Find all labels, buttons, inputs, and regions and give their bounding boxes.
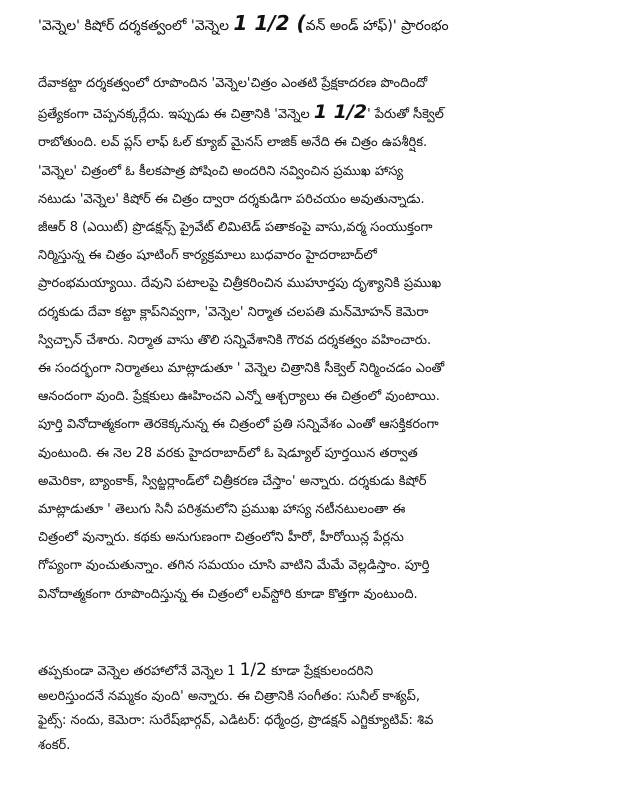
body-line: నటుడు 'వెన్నెల' కిషోర్ ఈ చిత్రం ద్వారా దర్శకుడిగా పరిచయం అవుతున్నాడు. — [38, 191, 425, 207]
body-line: చిత్రంలో వున్నారు. కథకు అనుగుణంగా చిత్రంలోని హీరో, హీరోయిన్ల పేర్లను — [38, 530, 404, 546]
body-line: రాబోతుంది. లవ్ ప్లస్ లాఫ్ ఓల్ క్యూబ్ మైనస్ లాజిక్ అనేది ఈ చిత్రం ఉపశీర్షిక. — [38, 135, 428, 151]
closing-line — [38, 658, 598, 685]
body-line: పూర్తి వినోదాత్మకంగా తెరకెక్కనున్న ఈ చిత్రంలో ప్రతి సన్నివేశం ఎంతో ఆసక్తికరంగా — [38, 417, 439, 433]
body-line: మాట్లాడుతూ ' తెలుగు సినీ పరిశ్రమలోని ప్రముఖ హాస్య నటీనటులంతా ఈ — [38, 502, 406, 518]
body-line-text: ' పేరుతో సీక్వెల్ — [367, 107, 444, 123]
closing-line: అలరిస్తుందనే నమ్మకం వుంది' అన్నారు. ఈ చిత్రానికి సంగీతం: సునీల్ కాశ్యప్, — [38, 688, 420, 704]
body-line: స్విచ్చాన్ చేశారు. నిర్మాత వాసు తొలి సన్నివేశానికి గౌరవ దర్శకత్వం వహించారు. — [38, 332, 432, 348]
body-line: దర్శకుడు దేవా కట్టా క్లాప్‌నివ్వగా, 'వెన్నెల' నిర్మాత చలపతి మన్‌మోహన్ కెమెరా — [38, 304, 429, 320]
title-text-start: 'వెన్నెల' కిషోర్ దర్శకత్వంలో 'వెన్నెల — [38, 18, 234, 34]
body-line — [38, 98, 598, 129]
body-line: జీఆర్ 8 (ఎయిట్) ప్రొడక్షన్స్ ప్రైవేట్ లిమిటెడ్ పతాకంపై వాసు,వర్మ సంయుక్తంగా — [38, 220, 433, 236]
article-closing-paragraph — [38, 658, 598, 758]
body-line-text: ప్రత్యేకంగా చెప్పనక్కర్లేదు. ఇప్పుడు ఈ చిత్రానికి 'వెన్నెల — [38, 107, 310, 123]
closing-line: ఫైట్స్: నందు, కెమెరా: సురేష్‌భార్గవ్, ఎడిటర్: ధర్మేంద్ర, ప్రొడక్షన్ ఎగ్జిక్యూటివ్: శివ — [38, 713, 434, 728]
article-body-paragraph — [38, 70, 598, 609]
closing-line-text: తప్పకుండా వెన్నెల తరహాలోనే వెన్నెల 1 — [38, 664, 240, 679]
body-line: వినోదాత్మకంగా రూపొందిస్తున్న ఈ చిత్రంలో లవ్‌స్టోరి కూడా కొత్తగా వుంటుంది. — [38, 586, 418, 602]
body-line: గోప్యంగా వుంచుతున్నాం. తగిన సమయం చూసి వాటిని మేమే వెల్లడిస్తాం. పూర్తి — [38, 558, 430, 574]
body-line: ఆనందంగా వుంది. ప్రేక్షకులు ఊహించని ఎన్నో ఆశ్చర్యాలు ఈ చిత్రంలో వుంటాయి. — [38, 389, 440, 405]
body-line: 'వెన్నెల' చిత్రంలో ఓ కీలకపాత్ర పోషించి అందరిని నవ్వించిన ప్రముఖ హాస్య — [38, 163, 404, 179]
body-line: దేవాకట్టా దర్శకత్వంలో రూపొందిన 'వెన్నెల'చిత్రం ఎంతటి ప్రేక్షకాదరణ పొందిందో — [38, 76, 428, 91]
body-line: ఈ సందర్భంగా నిర్మాతలు మాట్లాడుతూ ' వెన్నెల చిత్రానికి సీక్వెల్ నిర్మించడం ఎంతో — [38, 361, 445, 377]
closing-line-text: కూడా ప్రేక్షకులందరిని — [266, 664, 374, 679]
body-line: వుంటుంది. ఈ నెల 28 వరకు హైదరాబాద్‌లో ఓ షెడ్యూల్ పూర్తయిన తర్వాత — [38, 445, 418, 461]
closing-line: శంకర్. — [38, 737, 71, 753]
closing-fraction: 1/2 — [239, 660, 267, 680]
body-line: అమెరికా, బ్యాంకాక్, స్విట్జర్లాండ్‌లో చిత్రీకరణ చేస్తాం' అన్నారు. దర్శకుడు కిషోర్ — [38, 473, 427, 489]
title-text-end: వన్ అండ్ హాఫ్)' ప్రారంభం — [305, 18, 449, 34]
title-sequel-number: 1 1/2 ( — [233, 11, 306, 35]
body-line: నిర్మిస్తున్న ఈ చిత్రం షూటింగ్ కార్యక్రమాలు బుధవారం హైదరాబాద్‌లో — [38, 248, 377, 264]
body-line: ప్రారంభమయ్యాయి. దేవుని పటాలపై చిత్రీకరించిన ముహూర్తపు దృశ్యానికి ప్రముఖ — [38, 276, 442, 292]
article-title — [38, 12, 598, 37]
sequel-number: 1 1/2 — [313, 101, 368, 124]
